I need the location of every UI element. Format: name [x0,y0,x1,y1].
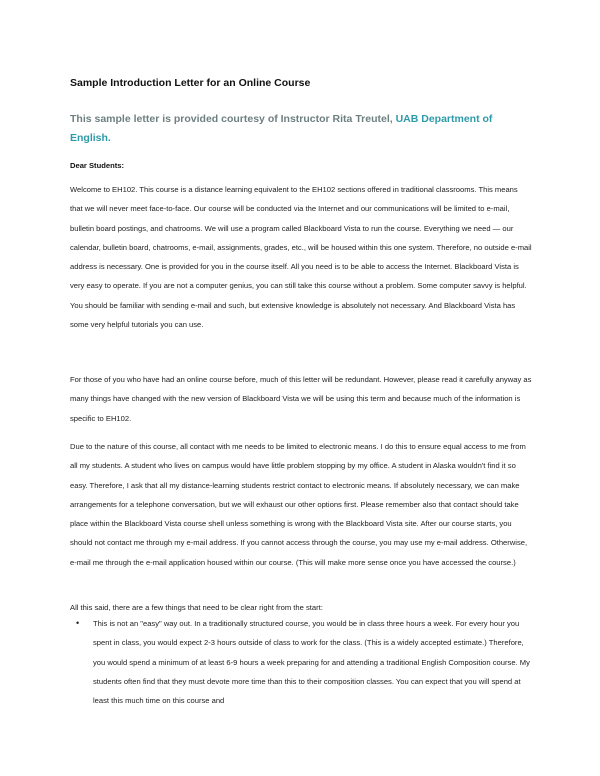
paragraph-welcome: Welcome to EH102. This course is a distance learning equivalent to the EH102 sections offered in traditional classrooms. This means that we will never meet face-to-face. Our course will be conducted via the Internet and our communications will be limited to e-mail, bulletin board postings, and chatrooms. We will use a program called Blackboard Vista to run the course. Everything we need — our calendar, bulletin board, chatrooms, e-mail, assignments, grades, etc., will be housed within this one system. Therefore, no outside e-mail address is necessary. One is provided for you in the course itself. All you need is to be able to access the Internet. Blackboard Vista is very easy to operate. If you are not a computer genius, you can still take this course without a problem. Some computer savvy is helpful. You should be familiar with sending e-mail and such, but extensive knowledge is absolutely not necessary. And Blackboard Vista has some very helpful tutorials you can use. [70,185,532,330]
requirements-list [70,614,532,710]
document-subtitle [70,110,510,148]
department-link[interactable]: UAB Department of English. [70,113,493,144]
paragraph-intro-list: All this said, there are a few things that need to be clear right from the start: [70,603,323,612]
bullet-marker: • [76,618,80,628]
subtitle-courtesy-text: This sample letter is provided courtesy of Instructor Rita Treutel, [70,113,396,125]
salutation: Dear Students: [70,161,125,170]
paragraph-contact-policy: Due to the nature of this course, all contact with me needs to be limited to electronic means. I do this to ensure equal access to me from all my students. A student who lives on campus would have little problem stopping by my office. A student in Alaska wouldn't find it so easy. Therefore, I ask that all my distance-learning students restrict contact to electronic means. If absolutely necessary, we can make arrangements for a telephone conversation, but we will exhaust our other options first. Please remember also that contact should take place within the Blackboard Vista course shell unless something is wrong with the Blackboard Vista site. After our course starts, you should not contact me through my e-mail address. If you cannot access through the course, you may use my e-mail address. Otherwise, e-mail me through the e-mail application housed within our course. (This will make more sense once you have accessed the course.) [70,442,528,567]
paragraph-previous-online: For those of you who have had an online course before, much of this letter will be redundant. However, please read it carefully anyway as many things have changed with the new version of Blackboard Vista we will be using this term and because much of the information is specific to EH102. [70,375,532,423]
list-item-text: This is not an "easy" way out. In a traditionally structured course, you would be in class three hours a week. For every hour you spent in class, you would expect 2-3 hours outside of class to work for the class. (This is a widely accepted estimate.) Therefore, you would spend a minimum of at least 6-9 hours a week preparing for and attending a traditional English Composition course. My students often find that they must devote more time than this to their composition classes. You can expect that you will spend at least this much time on this course and [93,619,530,706]
list-item [70,614,532,710]
document-title: Sample Introduction Letter for an Online Course [70,77,311,89]
